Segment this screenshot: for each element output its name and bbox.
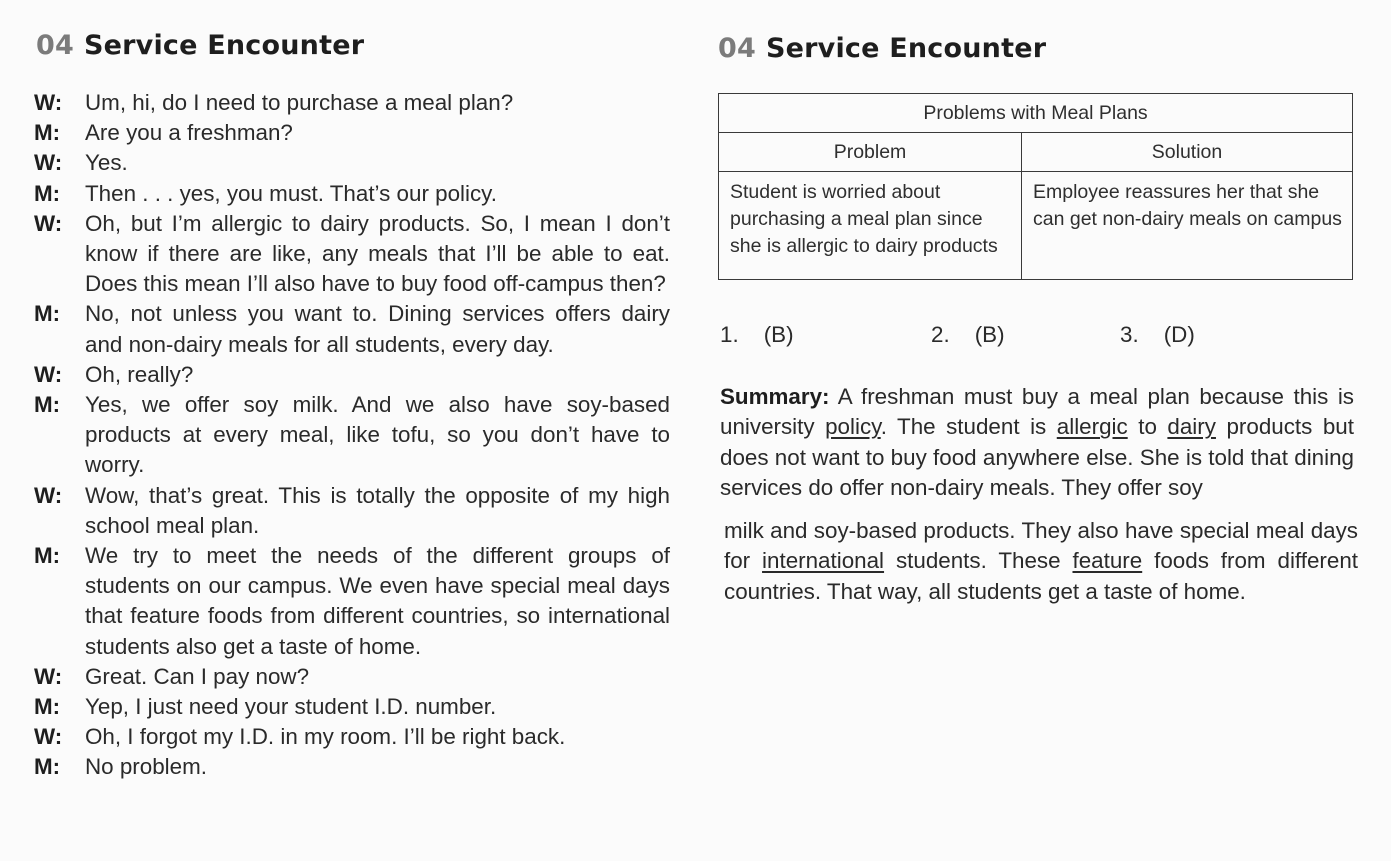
speaker-label: W: xyxy=(34,663,63,689)
section-title: Service Encounter xyxy=(83,30,365,61)
answer-item xyxy=(931,322,1005,348)
table-title-row xyxy=(719,94,1353,133)
answer-key xyxy=(720,322,1360,352)
answer-choice: (B) xyxy=(974,322,1005,347)
speaker-label: W: xyxy=(34,724,63,750)
dialogue-text: Oh, I forgot my I.D. in my room. I’ll be right back. xyxy=(85,724,566,750)
dialogue-text: Oh, but I’m allergic to dairy products. So, I mean I don’t know if there are like, any meals that I’ll be able to eat. Does this mean I’ll also have to buy food off-campus then? xyxy=(85,210,670,297)
summary-text: foods from different countries. That way, all students get a taste of home. xyxy=(724,548,1358,604)
table-header-row xyxy=(719,133,1353,172)
dialogue-text: Yep, I just need your student I.D. number. xyxy=(85,694,497,720)
summary-text: milk and soy-based products. They also have special meal days for xyxy=(724,518,1358,574)
summary-text: . The student is xyxy=(880,414,1057,440)
dialogue-text: No problem. xyxy=(85,754,207,780)
solution-cell: Employee reassures her that she can get non-dairy meals on campus xyxy=(1022,172,1353,280)
dialogue-text: Are you a freshman? xyxy=(85,120,293,146)
conversation-transcript xyxy=(34,88,670,783)
speaker-label: M: xyxy=(34,180,61,206)
summary-text: to xyxy=(1127,414,1168,440)
section-title: Service Encounter xyxy=(765,33,1047,64)
summary-paragraph xyxy=(720,382,1354,504)
speaker-label: W: xyxy=(34,150,63,176)
problem-cell: Student is worried about purchasing a meal plan since she is allergic to dairy products xyxy=(719,172,1022,280)
dialogue-line xyxy=(34,179,670,209)
table-title: Problems with Meal Plans xyxy=(719,94,1353,133)
dialogue-text: Oh, really? xyxy=(85,361,194,387)
filled-blank-allergic: allergic xyxy=(1056,414,1128,440)
speaker-label: W: xyxy=(34,361,63,387)
column-header-problem: Problem xyxy=(719,133,1022,172)
problem-solution-table xyxy=(718,93,1353,280)
speaker-label: M: xyxy=(34,694,61,720)
question-number: 3. xyxy=(1120,322,1139,347)
speaker-label: M: xyxy=(34,301,61,327)
question-number: 1. xyxy=(720,322,739,347)
speaker-label: W: xyxy=(34,90,63,115)
speaker-label: M: xyxy=(34,754,61,780)
dialogue-line xyxy=(34,209,670,300)
dialogue-line xyxy=(34,541,670,662)
table-row xyxy=(719,172,1353,280)
dialogue-text: Wow, that’s great. This is totally the opposite of my high school meal plan. xyxy=(85,482,670,538)
dialogue-line xyxy=(34,299,670,359)
summary-continuation xyxy=(724,516,1358,607)
speaker-label: M: xyxy=(34,392,61,418)
summary-text: students. These xyxy=(884,548,1073,574)
answer-item xyxy=(720,322,794,348)
dialogue-line xyxy=(34,692,670,722)
dialogue-text: Yes, we offer soy milk. And we also have soy-based products at every meal, like tofu, so you don’t have to worry. xyxy=(85,392,670,478)
dialogue-text: Yes. xyxy=(85,150,128,176)
dialogue-line xyxy=(34,752,670,782)
speaker-label: W: xyxy=(34,482,63,508)
filled-blank-policy: policy xyxy=(825,414,881,440)
filled-blank-international: international xyxy=(762,548,885,574)
dialogue-line xyxy=(34,360,670,390)
summary-label: Summary: xyxy=(720,384,830,409)
summary-text: A freshman must buy a meal plan because this is university xyxy=(720,384,1354,440)
speaker-label: M: xyxy=(34,120,61,146)
answer-choice: (B) xyxy=(763,322,794,347)
column-header-solution: Solution xyxy=(1022,133,1353,172)
section-number: 04 xyxy=(36,30,74,61)
dialogue-text: Great. Can I pay now? xyxy=(85,663,310,689)
dialogue-text: We try to meet the needs of the different groups of students on our campus. We even have special meal days that feature foods from different countries, so international students also get a taste of home. xyxy=(85,543,670,659)
speaker-label: M: xyxy=(34,543,61,569)
dialogue-text: Um, hi, do I need to purchase a meal plan? xyxy=(85,90,514,115)
left-page-heading xyxy=(36,30,364,61)
dialogue-line xyxy=(34,88,670,118)
filled-blank-dairy: dairy xyxy=(1167,414,1216,440)
summary-text: products but does not want to buy food anywhere else. She is told that dining services do offer non-dairy meals. They offer soy xyxy=(720,414,1354,501)
dialogue-text: Then . . . yes, you must. That’s our policy. xyxy=(85,180,497,206)
dialogue-line xyxy=(34,390,670,481)
speaker-label: W: xyxy=(34,210,63,236)
section-number: 04 xyxy=(718,33,756,64)
dialogue-text: No, not unless you want to. Dining services offers dairy and non-dairy meals for all students, every day. xyxy=(85,301,670,357)
dialogue-line xyxy=(34,722,670,752)
dialogue-line xyxy=(34,118,670,148)
dialogue-line xyxy=(34,148,670,178)
right-page-heading xyxy=(718,33,1046,64)
filled-blank-feature: feature xyxy=(1072,548,1143,574)
answer-item xyxy=(1120,322,1195,348)
answer-choice: (D) xyxy=(1163,322,1195,347)
question-number: 2. xyxy=(931,322,950,347)
dialogue-line xyxy=(34,662,670,692)
dialogue-line xyxy=(34,481,670,541)
